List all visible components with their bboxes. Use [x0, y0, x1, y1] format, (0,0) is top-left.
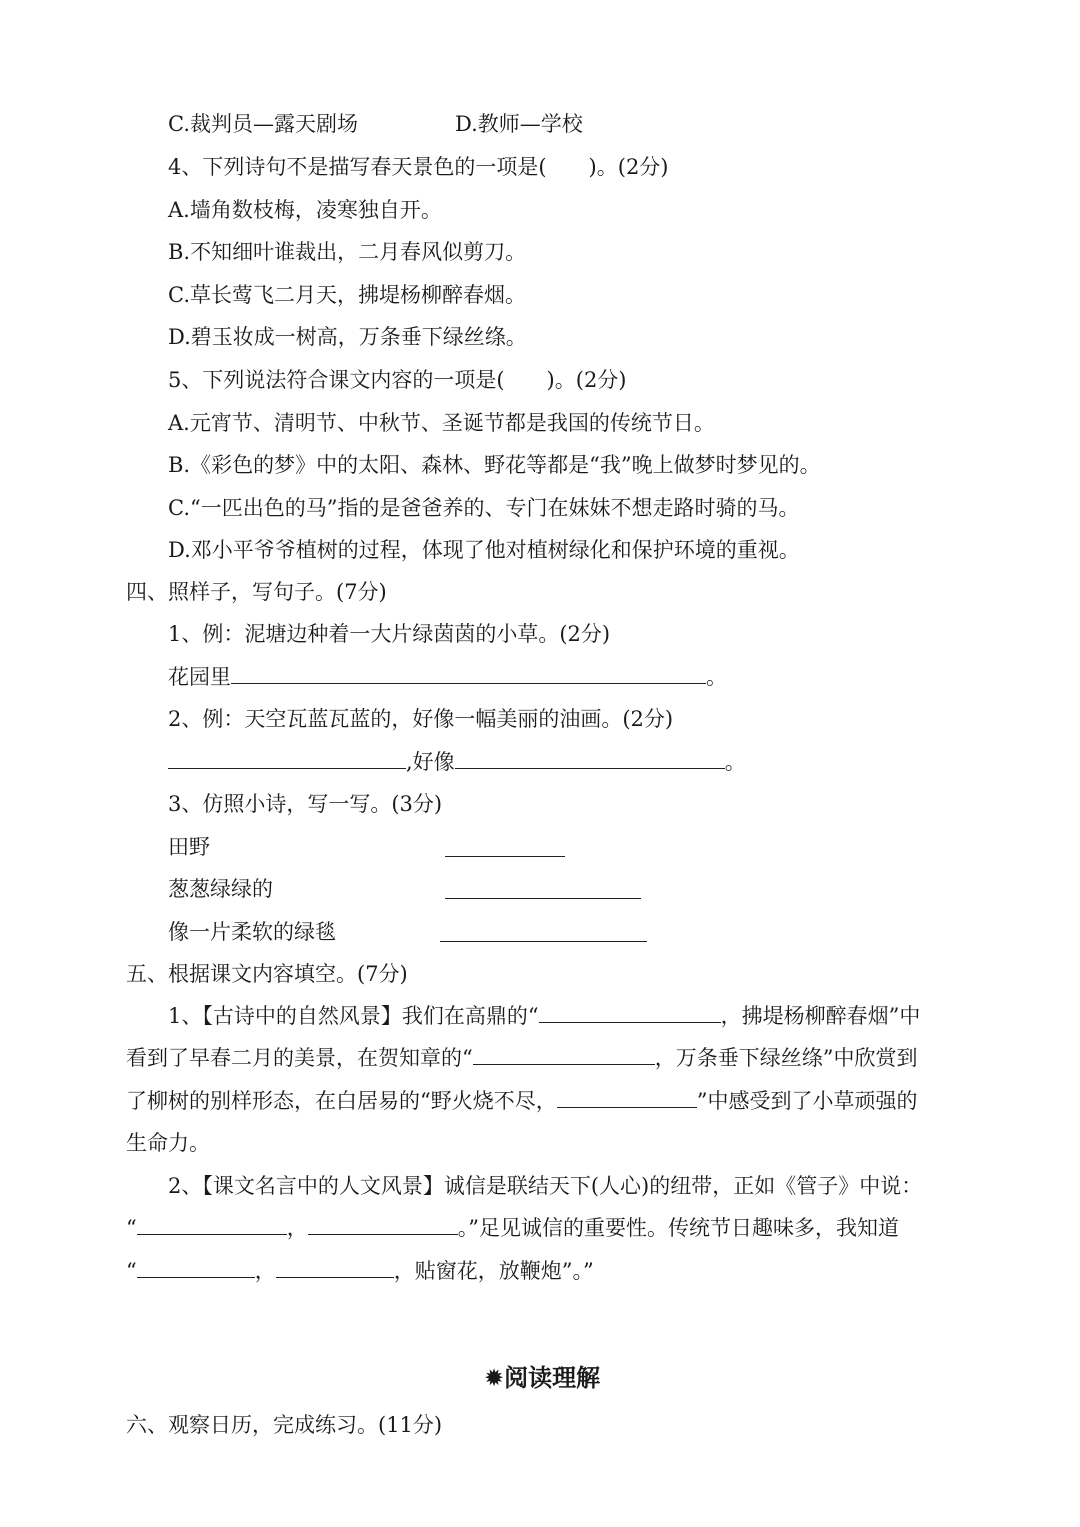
p2-text: ，贴窗花，放鞭炮”。” [393, 1259, 594, 1283]
q4-option-d: D.碧玉妆成一树高，万条垂下绿丝绦。 [168, 325, 527, 349]
p2-blank-2[interactable] [308, 1214, 458, 1235]
section5-p1-line4: 生命力。 [126, 1131, 210, 1155]
p1-blank-3[interactable] [557, 1087, 697, 1108]
section4-item1-answer [168, 663, 727, 691]
p2-text: 。”足见诚信的重要性。传统节日趣味多，我知道 [457, 1216, 899, 1240]
section5-p1-line1 [168, 1002, 920, 1030]
p2-text: “ [126, 1216, 137, 1240]
p1-text: 1、【古诗中的自然风景】我们在高鼎的“ [168, 1004, 539, 1028]
section5-p1-line2 [126, 1044, 917, 1072]
poem-line-3: 像一片柔软的绿毯 [168, 920, 336, 944]
section6-title: 六、观察日历，完成练习。(11分) [126, 1413, 443, 1437]
section4-item2-answer [168, 748, 746, 776]
q3-option-d: D.教师—学校 [455, 112, 583, 136]
p2-blank-3[interactable] [137, 1257, 255, 1278]
reading-heading: ✹阅读理解 [484, 1364, 601, 1392]
section5-p2-line2 [126, 1214, 899, 1242]
item1-blank[interactable] [231, 663, 706, 684]
item1-prefix: 花园里 [168, 665, 231, 689]
q5-option-c: C.“一匹出色的马”指的是爸爸养的、专门在妹妹不想走路时骑的马。 [168, 496, 800, 520]
item2-mid: ,好像 [406, 750, 455, 774]
section5-p2-line1: 2、【课文名言中的人文风景】诚信是联结天下(人心)的纽带，正如《管子》中说： [168, 1174, 923, 1198]
q4-option-c: C.草长莺飞二月天，拂堤杨柳醉春烟。 [168, 283, 526, 307]
poem-blank-1[interactable] [445, 836, 565, 857]
p1-blank-1[interactable] [539, 1002, 721, 1023]
section4-item2: 2、例：天空瓦蓝瓦蓝的，好像一幅美丽的油画。(2分) [168, 707, 674, 731]
p2-text: “ [126, 1259, 137, 1283]
q5-option-a: A.元宵节、清明节、中秋节、圣诞节都是我国的传统节日。 [168, 411, 715, 435]
p2-text: ， [286, 1216, 308, 1240]
section5-p1-line3 [126, 1087, 917, 1115]
q5-option-b: B.《彩色的梦》中的太阳、森林、野花等都是“我”晚上做梦时梦见的。 [168, 453, 821, 477]
section4-item3: 3、仿照小诗，写一写。(3分) [168, 792, 443, 816]
q5-option-d: D.邓小平爷爷植树的过程，体现了他对植树绿化和保护环境的重视。 [168, 538, 800, 562]
poem-blank-2[interactable] [445, 878, 641, 899]
section4-title: 四、照样子，写句子。(7分) [126, 580, 387, 604]
p1-text: 了柳树的别样形态，在白居易的“野火烧不尽， [126, 1089, 557, 1113]
q3-option-c: C.裁判员—露天剧场 [168, 112, 358, 136]
p1-text: 看到了早春二月的美景，在贺知章的“ [126, 1046, 473, 1070]
p2-text: ， [254, 1259, 276, 1283]
p2-blank-4[interactable] [276, 1257, 394, 1278]
item2-blank-2[interactable] [455, 748, 725, 769]
poem-blank-3[interactable] [440, 921, 647, 942]
item2-period: 。 [724, 750, 746, 774]
poem-line-1: 田野 [168, 835, 210, 859]
q4-stem: 4、下列诗句不是描写春天景色的一项是( )。(2分) [168, 155, 669, 179]
q5-stem: 5、下列说法符合课文内容的一项是( )。(2分) [168, 368, 627, 392]
section4-item1: 1、例：泥塘边种着一大片绿茵茵的小草。(2分) [168, 622, 611, 646]
p1-text: ，拂堤杨柳醉春烟”中 [720, 1004, 921, 1028]
p2-blank-1[interactable] [137, 1214, 287, 1235]
q4-option-b: B.不知细叶谁裁出，二月春风似剪刀。 [168, 240, 527, 264]
item2-blank-1[interactable] [168, 748, 406, 769]
q4-option-a: A.墙角数枝梅，凌寒独自开。 [168, 198, 442, 222]
poem-line-2: 葱葱绿绿的 [168, 877, 273, 901]
p1-blank-2[interactable] [473, 1044, 655, 1065]
p1-text: ”中感受到了小草顽强的 [696, 1089, 918, 1113]
item1-period: 。 [706, 665, 727, 689]
p1-text: ，万条垂下绿丝绦”中欣赏到 [654, 1046, 918, 1070]
section5-title: 五、根据课文内容填空。(7分) [126, 962, 408, 986]
section5-p2-line3 [126, 1257, 594, 1285]
